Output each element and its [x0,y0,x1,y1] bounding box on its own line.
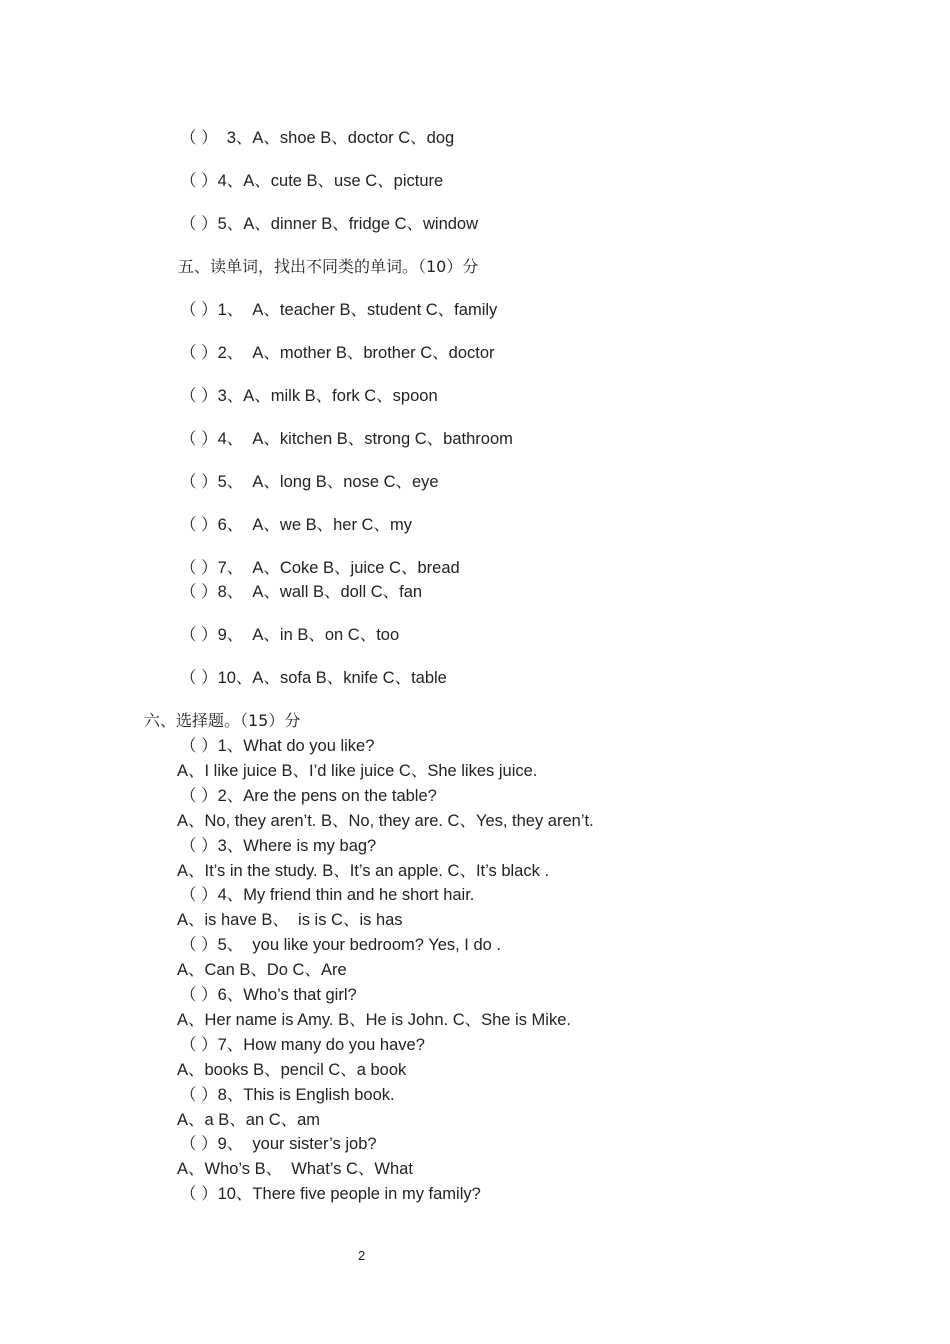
section5-item: （ ）8、 A、wall B、doll C、fan [180,583,423,601]
exercise-line: （ ） 3、A、shoe B、doctor C、dog [180,129,455,147]
question-line: （ ）10、There five people in my family? [180,1185,481,1203]
options-line: A、Can B、Do C、Are [177,961,347,979]
question-line: （ ）4、My friend thin and he short hair. [180,886,475,904]
options-line: A、It’s in the study. B、It’s an apple. C、It’s black . [177,862,550,880]
question-line: （ ）5、 you like your bedroom? Yes, I do . [180,936,502,954]
section5-item: （ ）7、 A、Coke B、juice C、bread [180,559,460,577]
question-line: （ ）7、How many do you have? [180,1036,425,1054]
options-line: A、Who’s B、 What’s C、What [177,1160,413,1178]
exercise-line: （ ）4、A、cute B、use C、picture [180,172,444,190]
question-line: （ ）2、Are the pens on the table? [180,787,437,805]
section5-heading: 五、读单词，找出不同类的单词。（10）分 [178,257,479,276]
page-number: 2 [358,1248,366,1263]
question-line: （ ）6、Who’s that girl? [180,986,357,1004]
question-line: （ ）9、 your sister’s job? [180,1135,377,1153]
section5-item: （ ）10、A、sofa B、knife C、table [180,669,447,687]
options-line: A、is have B、 is is C、is has [177,911,403,929]
section5-item: （ ）2、 A、mother B、brother C、doctor [180,344,495,362]
section5-item: （ ）1、 A、teacher B、student C、family [180,301,498,319]
options-line: A、Her name is Amy. B、He is John. C、She is Mike. [177,1011,571,1029]
exercise-line: （ ）5、A、dinner B、fridge C、window [180,215,479,233]
options-line: A、No, they aren’t. B、No, they are. C、Yes, they aren’t. [177,812,594,830]
options-line: A、I like juice B、I’d like juice C、She likes juice. [177,762,538,780]
section5-item: （ ）9、 A、in B、on C、too [180,626,400,644]
section6-heading: 六、选择题。（15）分 [144,711,301,730]
options-line: A、books B、pencil C、a book [177,1061,407,1079]
options-line: A、a B、an C、am [177,1111,321,1129]
section5-item: （ ）6、 A、we B、her C、my [180,516,412,534]
section5-item: （ ）3、A、milk B、fork C、spoon [180,387,438,405]
section5-item: （ ）5、 A、long B、nose C、eye [180,473,439,491]
question-line: （ ）8、This is English book. [180,1086,395,1104]
question-line: （ ）3、Where is my bag? [180,837,377,855]
question-line: （ ）1、What do you like? [180,737,375,755]
section5-item: （ ）4、 A、kitchen B、strong C、bathroom [180,430,513,448]
